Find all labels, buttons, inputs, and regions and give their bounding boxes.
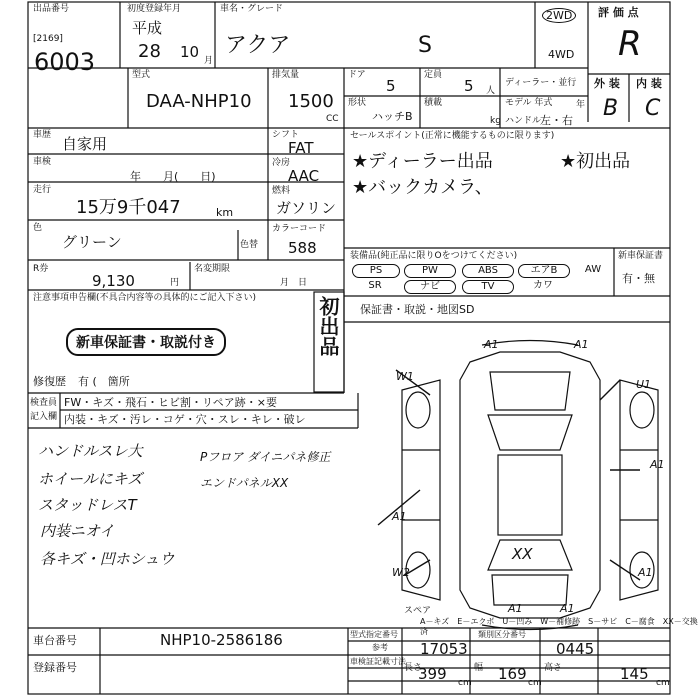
name-label: 車名・グレード xyxy=(220,4,284,14)
handwritten-note: 各キズ・凹ホシュウ xyxy=(40,550,175,568)
cm-unit: cm xyxy=(528,678,542,688)
shift: FAT xyxy=(288,139,314,157)
int-label: 内 装 xyxy=(636,77,662,90)
equip-pw: PW xyxy=(404,264,456,278)
handwritten-note: エンドパネルXX xyxy=(200,476,289,490)
width: 169 xyxy=(498,665,527,683)
person-unit: 人 xyxy=(486,86,496,96)
repair-label: 修復歴 xyxy=(33,375,66,388)
notes-label: 注意事項申告欄(不具合内容等の具体的にご記入下さい) xyxy=(33,293,257,303)
handle: 左・右 xyxy=(540,114,573,127)
color: グリーン xyxy=(62,233,122,251)
fuel-label: 燃料 xyxy=(272,186,291,196)
name-change-date: 月 日 xyxy=(280,278,308,288)
repaint-label: 色替 xyxy=(240,240,259,250)
score-label: 評 価 点 xyxy=(598,6,639,19)
era: 平成 xyxy=(132,19,163,37)
equip-tv: TV xyxy=(462,280,514,294)
sales-point-first: ★初出品 xyxy=(560,151,631,172)
usage: 自家用 xyxy=(62,135,108,153)
documents: 保証書・取説・地図SD xyxy=(360,303,475,316)
ref-label: 参考 xyxy=(372,643,388,652)
doors-label: ドア xyxy=(348,70,366,80)
damage-mark: A1 xyxy=(508,602,523,615)
model-label: 型式 xyxy=(132,70,151,80)
grade: S xyxy=(418,33,432,58)
displacement: 1500 xyxy=(288,91,334,112)
displacement-label: 排気量 xyxy=(272,70,300,80)
recycle-fee: 9,130 xyxy=(92,272,135,290)
inspector-label-1: 検査員 xyxy=(30,398,58,408)
equip-airbag: エアB xyxy=(518,264,570,278)
inspector-label-2: 記入欄 xyxy=(30,412,58,422)
damage-mark: A1 xyxy=(650,458,665,471)
inspector-fw-row: FW・キズ・飛石・ヒビ割・リペア跡・×要 xyxy=(64,396,277,409)
reg-year: 28 xyxy=(138,41,161,62)
month-unit: 月 xyxy=(204,56,214,66)
color-code-label: カラーコード xyxy=(272,224,327,234)
damage-mark: A1 xyxy=(392,510,407,523)
shape: ハッチB xyxy=(372,110,413,123)
model-designation-label: 型式指定番号 xyxy=(350,630,398,639)
sales-point-camera: ★バックカメラ、 xyxy=(352,177,493,198)
lot-number: 6003 xyxy=(34,48,96,76)
dealer-label: ディーラー・並行 xyxy=(505,78,577,88)
first-reg-label: 初度登録年月 xyxy=(127,4,182,14)
inspection-date: 年 月( 日) xyxy=(130,170,216,183)
lot-sub: [2169] xyxy=(33,34,63,44)
name-change-label: 名変期限 xyxy=(194,264,231,274)
car-name: アクア xyxy=(225,33,291,58)
equip-sr: SR xyxy=(368,280,382,291)
damage-mark: A1 xyxy=(560,602,575,615)
height-label: 高さ xyxy=(544,663,563,673)
cm-unit: cm xyxy=(458,678,472,688)
warranty: 有・無 xyxy=(622,272,655,285)
warranty-label: 新車保証書 xyxy=(618,251,664,261)
chassis-label: 車台番号 xyxy=(33,634,77,647)
kg-unit: kg xyxy=(490,116,501,126)
yen-unit: 円 xyxy=(170,278,180,288)
color-code: 588 xyxy=(288,239,317,257)
drive-2wd: 2WD xyxy=(542,8,576,23)
aircon-label: 冷房 xyxy=(272,158,291,168)
spare-label: スペア xyxy=(404,606,432,616)
aircon: AAC xyxy=(288,167,320,185)
usage-label: 車歴 xyxy=(33,130,52,140)
km-unit: km xyxy=(216,206,234,219)
handwritten-note: ホイールにキズ xyxy=(38,470,143,488)
damage-mark: A1 xyxy=(574,338,589,351)
inspection-label: 車検 xyxy=(33,157,52,167)
damage-mark: W1 xyxy=(396,370,414,383)
capacity-label: 定員 xyxy=(424,70,443,80)
sales-points-label: セールスポイント(正常に機能するものに限ります) xyxy=(350,131,555,141)
damage-mark: XX xyxy=(512,545,533,563)
damage-mark: A1 xyxy=(638,566,653,579)
drive-4wd: 4WD xyxy=(548,48,575,61)
reg-label: 登録番号 xyxy=(33,661,77,674)
equip-navi: ナビ xyxy=(404,280,456,294)
category-number: 0445 xyxy=(556,640,595,658)
length-label: 長さ xyxy=(404,663,423,673)
capacity: 5 xyxy=(464,77,474,95)
first-listing-stamp: 初出品 xyxy=(316,296,340,356)
length: 399 xyxy=(418,665,447,683)
handwritten-note: スタッドレスT xyxy=(38,496,137,514)
damage-mark: W2 xyxy=(392,566,410,579)
chassis-number: NHP10-2586186 xyxy=(160,631,283,649)
cm-unit: cm xyxy=(656,678,670,688)
ext-score: B xyxy=(603,96,619,121)
load-label: 積載 xyxy=(424,98,443,108)
equip-leather: カワ xyxy=(533,280,553,291)
height: 145 xyxy=(620,665,649,683)
color-label: 色 xyxy=(33,223,43,233)
handwritten-note: ハンドルスレ大 xyxy=(38,442,143,460)
ext-label: 外 装 xyxy=(594,77,620,90)
equipment-label: 装備品(純正品に限りOをつけてください) xyxy=(350,251,518,261)
recycle-label: R券 xyxy=(33,264,49,274)
width-label: 幅 xyxy=(474,663,484,673)
handwritten-note: 内装ニオイ xyxy=(40,522,115,540)
model-year-label: モデル 年式 xyxy=(505,98,553,108)
doors: 5 xyxy=(386,77,396,95)
mileage: 15万9千047 xyxy=(76,197,181,218)
dim-label: 車検証記載寸法 xyxy=(350,657,406,666)
fuel: ガソリン xyxy=(276,199,337,217)
damage-legend: A－キズ E－エクボ U－凹み W－補修跡 S－サビ C－腐食 XX－交換済 xyxy=(420,617,698,636)
inspector-int-row: 内装・キズ・汚レ・コゲ・穴・スレ・キレ・破レ xyxy=(64,413,306,426)
warranty-stamp: 新車保証書・取説付き xyxy=(66,328,226,356)
overall-score: R xyxy=(618,24,642,64)
equip-ps: PS xyxy=(352,264,400,278)
year-unit: 年 xyxy=(576,100,586,110)
handle-label: ハンドル xyxy=(505,116,542,126)
lot-label: 出品番号 xyxy=(33,4,70,14)
shape-label: 形状 xyxy=(348,98,367,108)
shift-label: シフト xyxy=(272,130,300,140)
sales-point-dealer: ★ディーラー出品 xyxy=(352,151,493,172)
damage-mark: U1 xyxy=(636,378,652,391)
category-label: 類別区分番号 xyxy=(478,630,526,639)
equip-abs: ABS xyxy=(462,264,514,278)
model-designation: 17053 xyxy=(420,640,468,658)
handwritten-note: Pフロア ダイニパネ修正 xyxy=(200,450,331,464)
model: DAA-NHP10 xyxy=(146,91,252,112)
mileage-label: 走行 xyxy=(33,185,52,195)
damage-mark: A1 xyxy=(484,338,499,351)
cc-unit: CC xyxy=(326,114,339,124)
equip-aw: AW xyxy=(584,264,602,275)
int-score: C xyxy=(645,96,661,121)
repair-history: 有 ( 箇所 xyxy=(78,375,130,388)
reg-month: 10 xyxy=(180,43,200,61)
